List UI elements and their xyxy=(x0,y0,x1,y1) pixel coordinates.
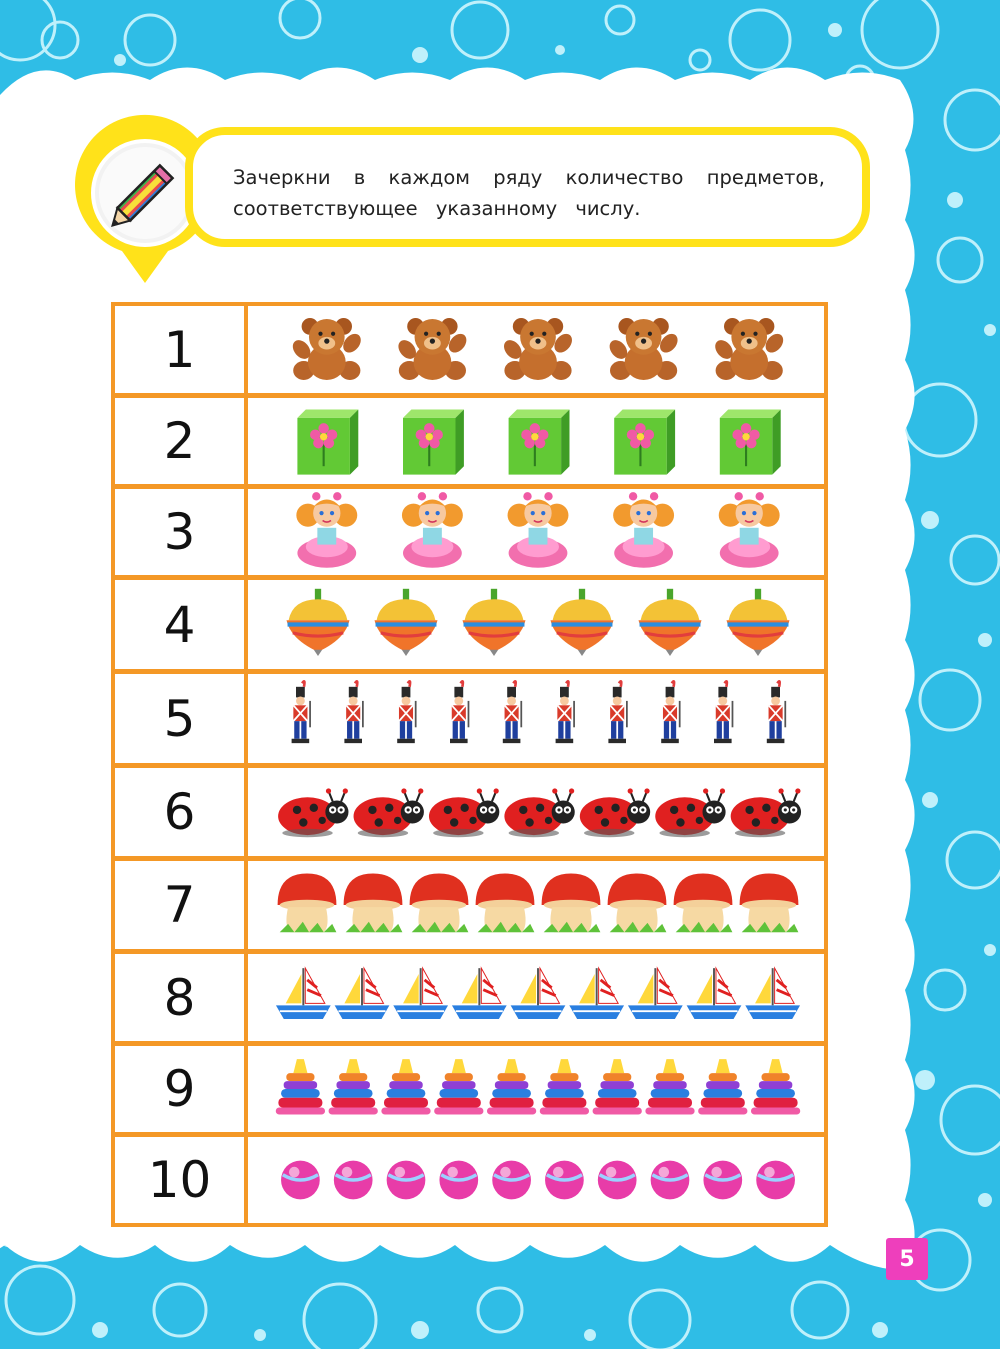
row-number: 1 xyxy=(115,306,248,393)
spinning-top-icon[interactable] xyxy=(463,589,526,656)
row-items-sailboat[interactable] xyxy=(252,954,824,1041)
row-items-mushroom[interactable] xyxy=(252,861,824,949)
table-row xyxy=(115,1137,824,1223)
pink-ball-icon[interactable] xyxy=(281,1161,320,1200)
sailboat-icon[interactable] xyxy=(276,968,331,1019)
row-items-flower-cube[interactable] xyxy=(252,398,824,484)
flower-cube-icon[interactable] xyxy=(614,410,675,475)
pink-ball-icon[interactable] xyxy=(598,1161,637,1200)
table-row xyxy=(115,861,824,954)
table-row xyxy=(115,398,824,489)
teddy-bear-icon[interactable] xyxy=(500,318,575,380)
row-number: 4 xyxy=(115,580,248,669)
flower-cube-icon[interactable] xyxy=(297,410,358,475)
ring-pyramid-icon[interactable] xyxy=(540,1059,589,1114)
flower-cube-icon[interactable] xyxy=(403,410,464,475)
spinning-top-icon[interactable] xyxy=(639,589,702,656)
row-items-spinning-top[interactable] xyxy=(252,580,824,669)
mushroom-icon[interactable] xyxy=(674,874,733,933)
ring-pyramid-icon[interactable] xyxy=(698,1059,747,1114)
toy-soldier-icon[interactable] xyxy=(714,681,732,743)
mushroom-icon[interactable] xyxy=(410,874,469,933)
ladybug-icon[interactable] xyxy=(429,788,499,837)
row-number: 8 xyxy=(115,954,248,1041)
pink-ball-icon[interactable] xyxy=(756,1161,795,1200)
sailboat-icon[interactable] xyxy=(511,968,566,1019)
table-row xyxy=(115,306,824,398)
row-items-doll[interactable] xyxy=(252,489,824,575)
toy-soldier-icon[interactable] xyxy=(661,681,679,743)
pink-ball-icon[interactable] xyxy=(545,1161,584,1200)
sailboat-icon[interactable] xyxy=(569,968,624,1019)
spinning-top-icon[interactable] xyxy=(287,589,350,656)
pink-ball-icon[interactable] xyxy=(492,1161,531,1200)
mushroom-icon[interactable] xyxy=(476,874,535,933)
teddy-bear-icon[interactable] xyxy=(289,318,364,380)
toy-soldier-icon[interactable] xyxy=(767,681,785,743)
counting-table xyxy=(111,302,828,1227)
ladybug-icon[interactable] xyxy=(354,788,424,837)
row-number: 6 xyxy=(115,768,248,856)
flower-cube-icon[interactable] xyxy=(509,410,570,475)
row-items-teddy-bear[interactable] xyxy=(252,306,824,393)
row-number: 5 xyxy=(115,674,248,763)
page-number: 5 xyxy=(886,1238,928,1280)
toy-soldier-icon[interactable] xyxy=(556,681,574,743)
row-items-ladybug[interactable] xyxy=(252,768,824,856)
doll-icon[interactable] xyxy=(402,492,463,568)
task-line-1: Зачеркни в каждом ряду количество предметов, xyxy=(233,166,825,189)
toy-soldier-icon[interactable] xyxy=(344,681,362,743)
ring-pyramid-icon[interactable] xyxy=(751,1059,800,1114)
sailboat-icon[interactable] xyxy=(335,968,390,1019)
teddy-bear-icon[interactable] xyxy=(712,318,787,380)
sailboat-icon[interactable] xyxy=(452,968,507,1019)
mushroom-icon[interactable] xyxy=(344,874,403,933)
row-items-toy-soldier[interactable] xyxy=(252,674,824,763)
doll-icon[interactable] xyxy=(508,492,569,568)
ring-pyramid-icon[interactable] xyxy=(276,1059,325,1114)
sailboat-icon[interactable] xyxy=(393,968,448,1019)
mushroom-icon[interactable] xyxy=(278,874,337,933)
table-row xyxy=(115,1046,824,1137)
toy-soldier-icon[interactable] xyxy=(608,681,626,743)
toy-soldier-icon[interactable] xyxy=(397,681,415,743)
spinning-top-icon[interactable] xyxy=(727,589,790,656)
ring-pyramid-icon[interactable] xyxy=(329,1059,378,1114)
toy-soldier-icon[interactable] xyxy=(503,681,521,743)
ring-pyramid-icon[interactable] xyxy=(381,1059,430,1114)
doll-icon[interactable] xyxy=(296,492,357,568)
sailboat-icon[interactable] xyxy=(628,968,683,1019)
ladybug-icon[interactable] xyxy=(278,788,348,837)
pink-ball-icon[interactable] xyxy=(387,1161,426,1200)
pink-ball-icon[interactable] xyxy=(439,1161,478,1200)
doll-icon[interactable] xyxy=(719,492,780,568)
table-row xyxy=(115,674,824,768)
teddy-bear-icon[interactable] xyxy=(395,318,470,380)
mushroom-icon[interactable] xyxy=(542,874,601,933)
ring-pyramid-icon[interactable] xyxy=(593,1059,642,1114)
row-number: 3 xyxy=(115,489,248,575)
row-items-ring-pyramid[interactable] xyxy=(252,1046,824,1132)
table-row xyxy=(115,768,824,861)
toy-soldier-icon[interactable] xyxy=(292,681,310,743)
mushroom-icon[interactable] xyxy=(608,874,667,933)
row-number: 7 xyxy=(115,861,248,949)
row-number: 10 xyxy=(115,1137,248,1223)
pink-ball-icon[interactable] xyxy=(703,1161,742,1200)
pink-ball-icon[interactable] xyxy=(334,1161,373,1200)
toy-soldier-icon[interactable] xyxy=(450,681,468,743)
ring-pyramid-icon[interactable] xyxy=(645,1059,694,1114)
mushroom-icon[interactable] xyxy=(740,874,799,933)
spinning-top-icon[interactable] xyxy=(551,589,614,656)
table-row xyxy=(115,489,824,580)
ladybug-icon[interactable] xyxy=(504,788,574,837)
flower-cube-icon[interactable] xyxy=(720,410,781,475)
sailboat-icon[interactable] xyxy=(687,968,742,1019)
sailboat-icon[interactable] xyxy=(745,968,800,1019)
task-line-2: соответствующее указанному числу. xyxy=(233,197,641,220)
ring-pyramid-icon[interactable] xyxy=(434,1059,483,1114)
spinning-top-icon[interactable] xyxy=(375,589,438,656)
row-items-pink-ball[interactable] xyxy=(252,1137,824,1223)
doll-icon[interactable] xyxy=(613,492,674,568)
ladybug-icon[interactable] xyxy=(731,788,801,837)
table-row xyxy=(115,580,824,674)
teddy-bear-icon[interactable] xyxy=(606,318,681,380)
table-row xyxy=(115,954,824,1046)
ladybug-icon[interactable] xyxy=(655,788,725,837)
pink-ball-icon[interactable] xyxy=(651,1161,690,1200)
task-instruction-text xyxy=(233,162,825,224)
ring-pyramid-icon[interactable] xyxy=(487,1059,536,1114)
row-number: 9 xyxy=(115,1046,248,1132)
ladybug-icon[interactable] xyxy=(580,788,650,837)
row-number: 2 xyxy=(115,398,248,484)
